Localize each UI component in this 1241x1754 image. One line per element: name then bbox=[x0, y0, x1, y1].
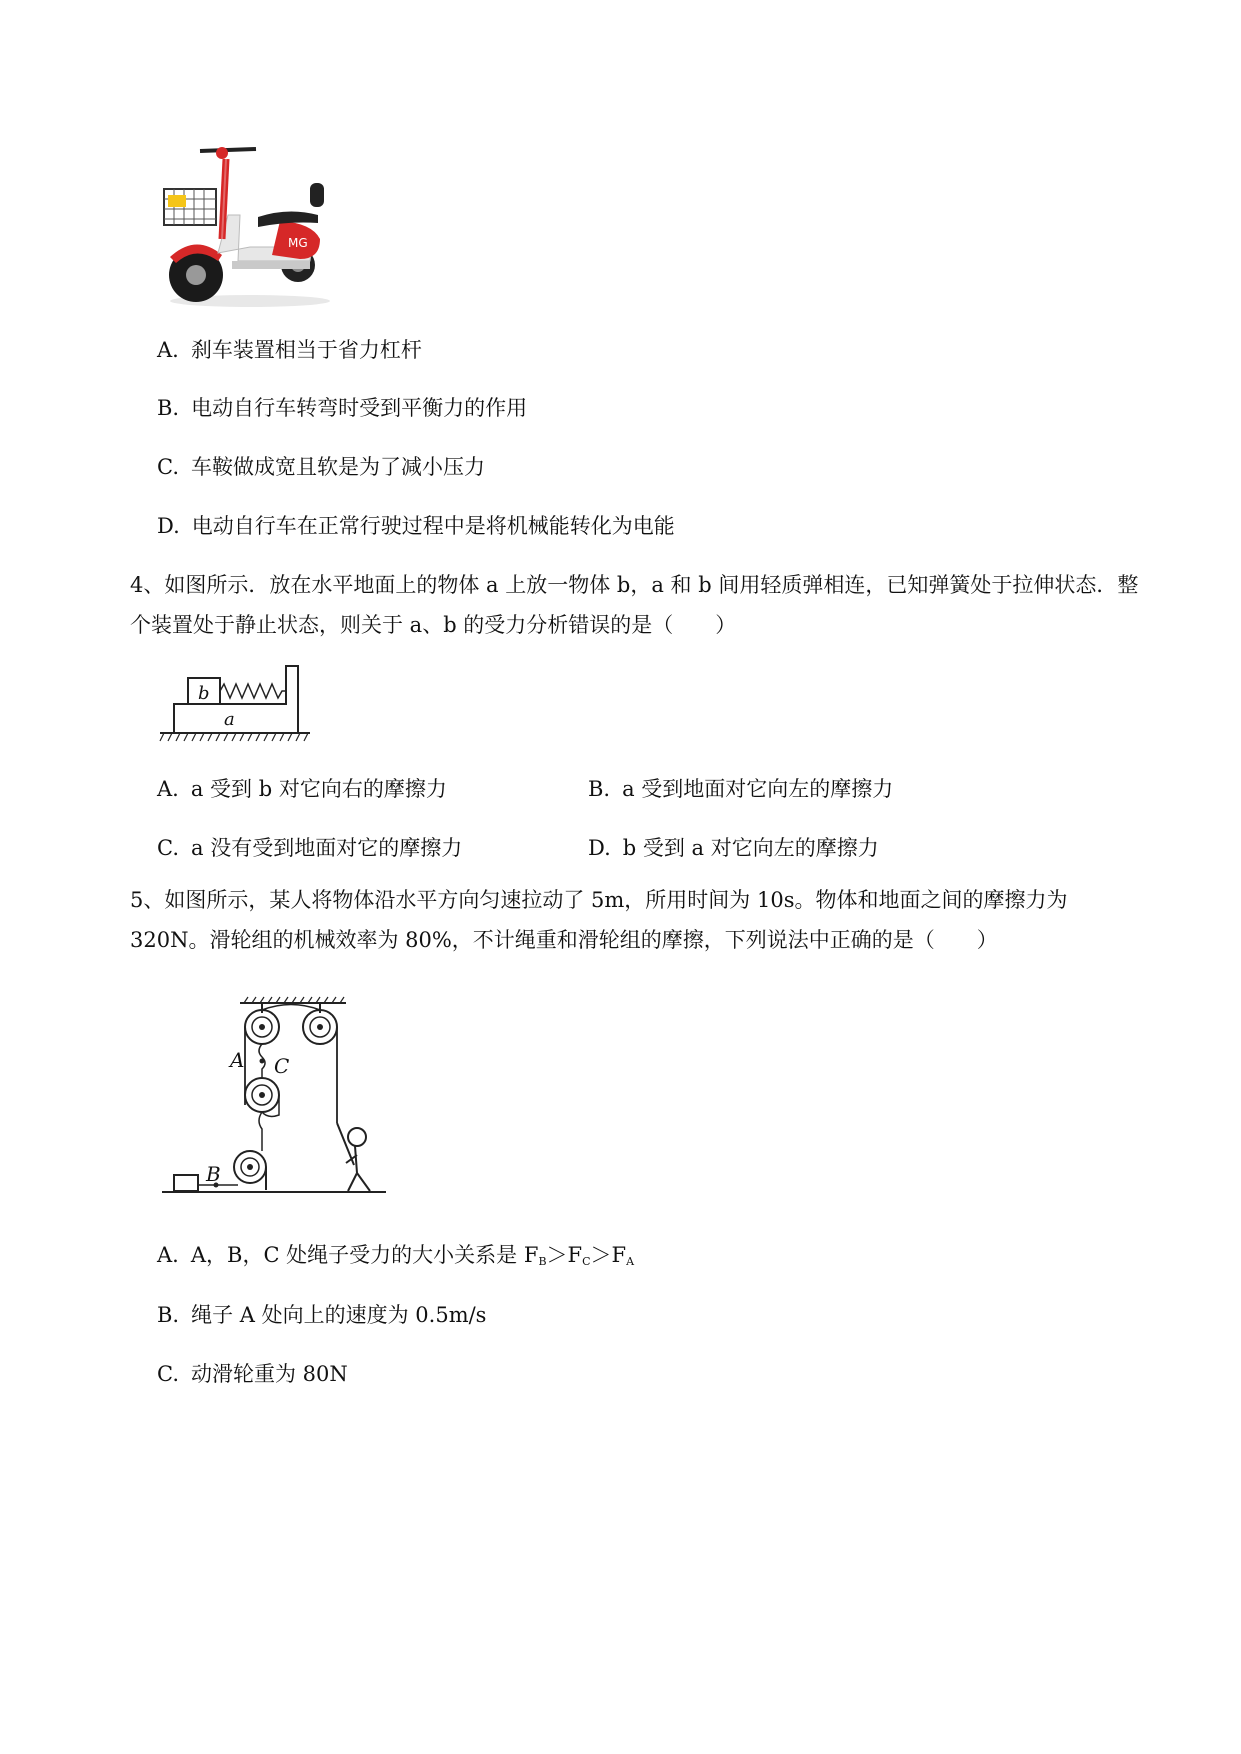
q4-option-c: C. a 没有受到地面对它的摩擦力 bbox=[157, 836, 463, 860]
block-b-label: b bbox=[198, 683, 210, 704]
q4-option-a: A. a 受到 b 对它向右的摩擦力 bbox=[157, 777, 447, 801]
q3-option-a: A. 刹车装置相当于省力杠杆 bbox=[157, 338, 422, 362]
spring-block-figure bbox=[158, 660, 313, 745]
scooter-figure bbox=[160, 135, 335, 310]
q5-option-a: A. A，B，C 处绳子受力的大小关系是 $F_B>F_C>F_A$ bbox=[157, 1243, 635, 1268]
q3-option-b: B. 电动自行车转弯时受到平衡力的作用 bbox=[157, 396, 528, 420]
svg-text:MG: MG bbox=[288, 236, 308, 250]
q4-stem: 4、如图所示．放在水平地面上的物体 a 上放一物体 b，a 和 b 间用轻质弹相连，已知弹簧处于拉伸状态．整个装置处于静止状态，则关于 a、b 的受力分析错误的是（ ） bbox=[130, 573, 1139, 637]
pulley-system-figure bbox=[158, 995, 393, 1205]
block-a-label: a bbox=[224, 709, 235, 730]
point-b-label: B bbox=[206, 1162, 221, 1186]
q3-option-d: D. 电动自行车在正常行驶过程中是将机械能转化为电能 bbox=[157, 514, 675, 538]
q3-option-c: C. 车鞍做成宽且软是为了减小压力 bbox=[157, 455, 485, 479]
q5-option-c: C. 动滑轮重为 80N bbox=[157, 1362, 348, 1386]
point-c-label: C bbox=[274, 1054, 290, 1078]
point-a-label: A bbox=[230, 1048, 245, 1072]
q5-stem: 5、如图所示，某人将物体沿水平方向匀速拉动了 5m，所用时间为 10s。物体和地面之间的摩擦力为 320N。滑轮组的机械效率为 80%，不计绳重和滑轮组的摩擦，下列说法中正确的是（ ） bbox=[130, 888, 1068, 952]
q5-option-b: B. 绳子 A 处向上的速度为 0.5m/s bbox=[157, 1303, 487, 1327]
q4-option-b: B. a 受到地面对它向左的摩擦力 bbox=[588, 777, 894, 801]
q4-option-d: D. b 受到 a 对它向左的摩擦力 bbox=[588, 836, 879, 860]
